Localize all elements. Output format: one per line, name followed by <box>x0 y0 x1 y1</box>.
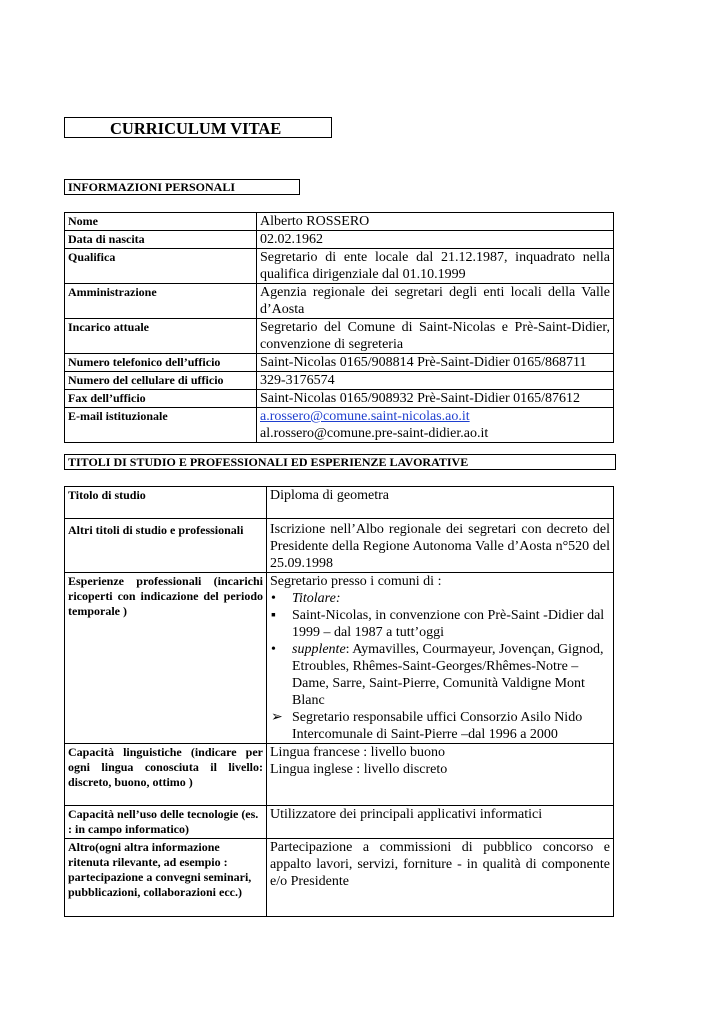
row-label: Numero telefonico dell’ufficio <box>65 354 257 372</box>
personal-info-table <box>64 212 614 443</box>
email-link[interactable]: a.rossero@comune.saint-nicolas.ao.it <box>260 409 470 424</box>
row-label: Altri titoli di studio e professionali <box>65 519 267 573</box>
row-label: Qualifica <box>65 249 257 284</box>
experience-cell <box>267 573 614 744</box>
experience-intro: Segretario presso i comuni di : <box>270 574 442 589</box>
language-english: Lingua inglese : livello discreto <box>270 762 448 777</box>
experience-text: : Aymavilles, Courmayeur, Jovençan, Gignod, Etroubles, Rhêmes-Saint-Georges/Rhêmes-Notre –Dame, Sarre, Saint-Pierre, Comunità Valdigne Mont Blanc <box>292 642 604 708</box>
experience-lead: supplente <box>292 642 346 657</box>
arrow-bullet-icon: ➢ <box>271 710 283 725</box>
row-value: Alberto ROSSERO <box>257 213 614 231</box>
email-values <box>257 408 614 443</box>
table-row <box>65 519 614 573</box>
row-value: 02.02.1962 <box>257 231 614 249</box>
section-header-personal <box>64 179 300 195</box>
row-label: Titolo di studio <box>65 487 267 519</box>
email-secondary: al.rossero@comune.pre-saint-didier.ao.it <box>260 426 489 441</box>
bullet-icon: • <box>271 642 276 657</box>
table-row <box>65 213 614 231</box>
row-label: Capacità nell’uso delle tecnologie (es. : in campo informatico) <box>65 806 267 839</box>
studies-table <box>64 486 614 917</box>
section-title-studies: TITOLI DI STUDIO E PROFESSIONALI ED ESPERIENZE LAVORATIVE <box>68 455 469 469</box>
row-value: Segretario di ente locale dal 21.12.1987, inquadrato nella qualifica dirigenziale dal 01.10.1999 <box>257 249 614 284</box>
table-row <box>65 408 614 443</box>
row-label: Data di nascita <box>65 231 257 249</box>
row-label: Altro(ogni altra informazione ritenuta rilevante, ad esempio : partecipazione a convegni seminari, pubblicazioni, collaborazioni ecc.) <box>65 839 267 917</box>
table-row <box>65 839 614 917</box>
experience-text: Titolare: <box>292 591 341 606</box>
table-row <box>65 806 614 839</box>
list-item <box>270 607 610 641</box>
row-value: Saint-Nicolas 0165/908814 Prè-Saint-Didier 0165/868711 <box>257 354 614 372</box>
list-item <box>270 641 610 709</box>
row-label: Numero del cellulare di ufficio <box>65 372 257 390</box>
row-label: Incarico attuale <box>65 319 257 354</box>
row-value: Segretario del Comune di Saint-Nicolas e Prè-Saint-Didier, convenzione di segreteria <box>257 319 614 354</box>
languages-cell <box>267 744 614 806</box>
bullet-icon: • <box>271 591 276 606</box>
table-row <box>65 487 614 519</box>
row-value: Utilizzatore dei principali applicativi informatici <box>267 806 614 839</box>
row-value: Agenzia regionale dei segretari degli enti locali della Valle d’Aosta <box>257 284 614 319</box>
section-title-personal: INFORMAZIONI PERSONALI <box>68 180 236 194</box>
table-row <box>65 249 614 284</box>
section-header-studies <box>64 454 616 470</box>
table-row <box>65 573 614 744</box>
table-row <box>65 319 614 354</box>
row-label: Capacità linguistiche (indicare per ogni lingua conosciuta il livello: discreto, buono, ottimo ) <box>65 744 267 806</box>
page-title: CURRICULUM VITAE <box>110 119 282 138</box>
language-french: Lingua francese : livello buono <box>270 745 445 760</box>
row-value: 329-3176574 <box>257 372 614 390</box>
table-row <box>65 284 614 319</box>
row-value: Iscrizione nell’Albo regionale dei segretari con decreto del Presidente della Regione Autonoma Valle d’Aosta n°520 del 25.09.1998 <box>267 519 614 573</box>
table-row <box>65 744 614 806</box>
table-row <box>65 390 614 408</box>
list-item <box>270 709 610 743</box>
table-row <box>65 354 614 372</box>
row-label: E-mail istituzionale <box>65 408 257 443</box>
experience-text: Saint-Nicolas, in convenzione con Prè-Saint -Didier dal 1999 – dal 1987 a tutt’oggi <box>292 608 605 640</box>
row-label: Amministrazione <box>65 284 257 319</box>
row-value: Partecipazione a commissioni di pubblico concorso e appalto lavori, servizi, forniture - in qualità di componente e/o Presidente <box>267 839 614 917</box>
square-bullet-icon: ▪ <box>271 608 276 623</box>
row-label: Nome <box>65 213 257 231</box>
table-row <box>65 372 614 390</box>
row-label: Fax dell’ufficio <box>65 390 257 408</box>
row-label: Esperienze professionali (incarichi ricoperti con indicazione del periodo temporale ) <box>65 573 267 744</box>
experience-text: Segretario responsabile uffici Consorzio Asilo Nido Intercomunale di Saint-Pierre –dal 1996 a 2000 <box>292 710 583 742</box>
row-value: Saint-Nicolas 0165/908932 Prè-Saint-Didier 0165/87612 <box>257 390 614 408</box>
title-box <box>64 117 332 138</box>
row-value: Diploma di geometra <box>267 487 614 519</box>
table-row <box>65 231 614 249</box>
experience-list <box>270 590 610 743</box>
list-item <box>270 590 610 607</box>
